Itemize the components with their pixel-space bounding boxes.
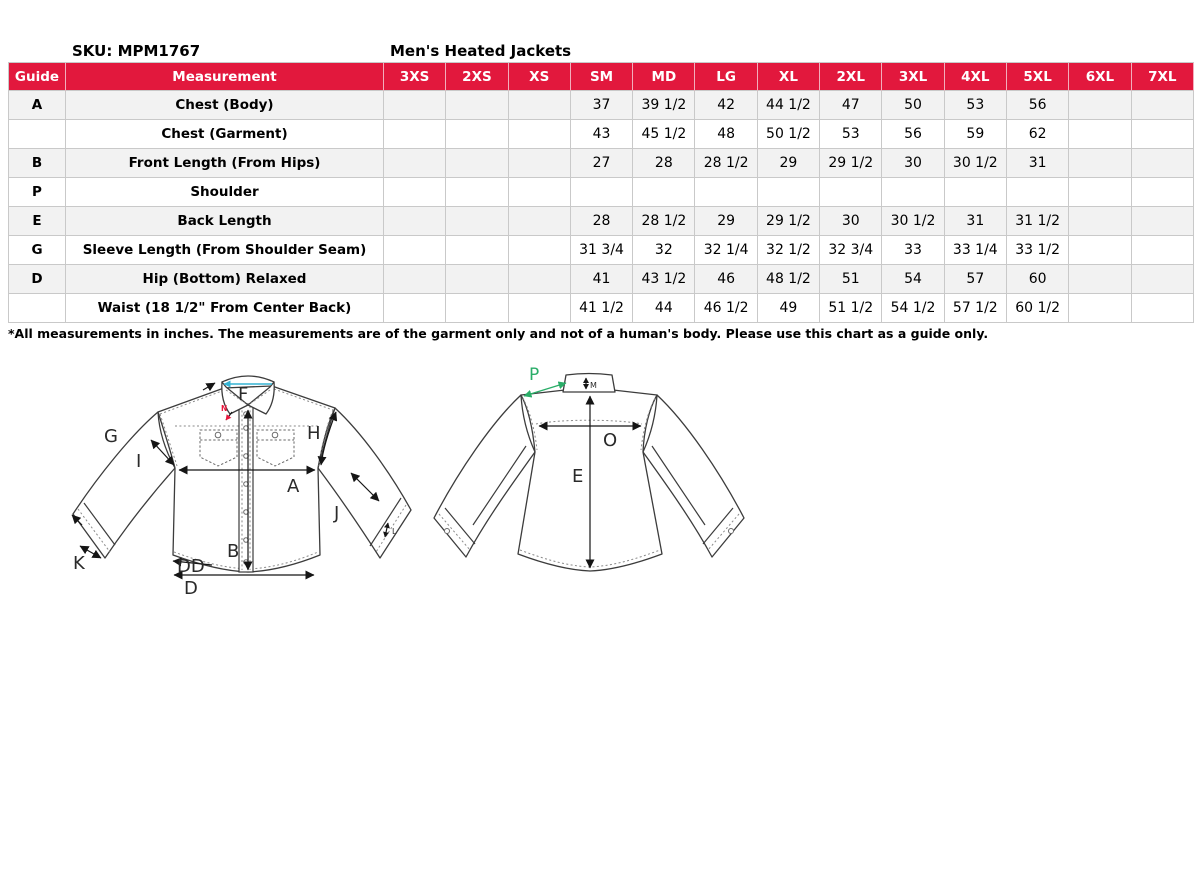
value-cell: 50 — [882, 91, 944, 120]
value-cell — [384, 294, 446, 323]
value-cell: 32 1/2 — [758, 236, 820, 265]
label-G: G — [104, 426, 118, 447]
label-K: K — [73, 553, 85, 574]
value-cell — [446, 236, 508, 265]
value-cell — [1132, 236, 1194, 265]
column-header-lg: LG — [695, 63, 757, 91]
label-N: N — [221, 404, 228, 413]
measurement-cell: Shoulder — [66, 178, 384, 207]
value-cell: 43 — [571, 120, 633, 149]
value-cell: 32 3/4 — [820, 236, 882, 265]
table-row — [9, 265, 1194, 294]
guide-cell — [9, 120, 66, 149]
value-cell: 59 — [945, 120, 1007, 149]
label-M: M — [590, 381, 597, 390]
value-cell — [1007, 178, 1069, 207]
value-cell — [384, 178, 446, 207]
guide-cell: D — [9, 265, 66, 294]
column-header-6xl: 6XL — [1069, 63, 1131, 91]
front-placket — [239, 404, 253, 572]
value-cell: 56 — [882, 120, 944, 149]
size-chart-header — [9, 63, 1194, 91]
value-cell: 30 — [820, 207, 882, 236]
value-cell: 44 — [633, 294, 695, 323]
value-cell — [446, 207, 508, 236]
value-cell: 57 — [945, 265, 1007, 294]
table-row — [9, 207, 1194, 236]
value-cell — [633, 178, 695, 207]
label-H: H — [307, 423, 321, 444]
value-cell: 47 — [820, 91, 882, 120]
column-header-2xs: 2XS — [446, 63, 508, 91]
value-cell — [384, 120, 446, 149]
value-cell — [509, 236, 571, 265]
value-cell: 28 1/2 — [695, 149, 757, 178]
value-cell: 53 — [820, 120, 882, 149]
value-cell — [820, 178, 882, 207]
label-P: P — [529, 365, 540, 385]
product-title: Men's Heated Jackets — [390, 42, 572, 60]
label-B: B — [227, 541, 240, 562]
guide-cell: P — [9, 178, 66, 207]
value-cell: 30 — [882, 149, 944, 178]
value-cell — [1069, 120, 1131, 149]
value-cell — [446, 120, 508, 149]
value-cell: 33 — [882, 236, 944, 265]
value-cell — [1132, 207, 1194, 236]
value-cell — [1069, 236, 1131, 265]
column-header-guide: Guide — [9, 63, 66, 91]
value-cell — [1132, 120, 1194, 149]
guide-cell: B — [9, 149, 66, 178]
value-cell: 51 — [820, 265, 882, 294]
label-J: J — [334, 503, 340, 524]
value-cell — [509, 91, 571, 120]
value-cell — [1069, 149, 1131, 178]
guide-cell: E — [9, 207, 66, 236]
value-cell — [384, 91, 446, 120]
value-cell: 56 — [1007, 91, 1069, 120]
table-row — [9, 236, 1194, 265]
value-cell: 31 — [945, 207, 1007, 236]
value-cell — [446, 91, 508, 120]
table-row — [9, 149, 1194, 178]
column-header-xl: XL — [758, 63, 820, 91]
value-cell: 29 1/2 — [820, 149, 882, 178]
measurement-cell: Waist (18 1/2" From Center Back) — [66, 294, 384, 323]
size-chart-table — [8, 62, 1194, 323]
value-cell: 60 1/2 — [1007, 294, 1069, 323]
guide-cell — [9, 294, 66, 323]
value-cell: 41 1/2 — [571, 294, 633, 323]
value-cell: 43 1/2 — [633, 265, 695, 294]
guide-cell: G — [9, 236, 66, 265]
value-cell — [1132, 265, 1194, 294]
value-cell — [384, 265, 446, 294]
front-right-sleeve — [318, 408, 411, 558]
label-D: D — [184, 578, 198, 599]
value-cell: 28 1/2 — [633, 207, 695, 236]
column-header-4xl: 4XL — [945, 63, 1007, 91]
label-O: O — [603, 430, 618, 451]
value-cell: 31 3/4 — [571, 236, 633, 265]
value-cell — [1069, 91, 1131, 120]
value-cell — [509, 294, 571, 323]
value-cell: 32 1/4 — [695, 236, 757, 265]
value-cell: 45 1/2 — [633, 120, 695, 149]
value-cell — [882, 178, 944, 207]
value-cell: 31 1/2 — [1007, 207, 1069, 236]
value-cell: 39 1/2 — [633, 91, 695, 120]
value-cell — [571, 178, 633, 207]
jacket-front-diagram — [60, 362, 420, 612]
measurement-cell: Back Length — [66, 207, 384, 236]
value-cell: 50 1/2 — [758, 120, 820, 149]
value-cell — [1069, 178, 1131, 207]
value-cell: 37 — [571, 91, 633, 120]
value-cell: 53 — [945, 91, 1007, 120]
value-cell: 54 — [882, 265, 944, 294]
column-header-7xl: 7XL — [1132, 63, 1194, 91]
value-cell: 51 1/2 — [820, 294, 882, 323]
value-cell — [509, 178, 571, 207]
value-cell: 48 — [695, 120, 757, 149]
value-cell: 29 1/2 — [758, 207, 820, 236]
measurement-cell: Front Length (From Hips) — [66, 149, 384, 178]
column-header-xs: XS — [509, 63, 571, 91]
measurement-cell: Hip (Bottom) Relaxed — [66, 265, 384, 294]
value-cell: 30 1/2 — [945, 149, 1007, 178]
measurement-cell: Chest (Garment) — [66, 120, 384, 149]
value-cell — [384, 149, 446, 178]
value-cell: 28 — [633, 149, 695, 178]
value-cell: 29 — [758, 149, 820, 178]
value-cell: 48 1/2 — [758, 265, 820, 294]
value-cell: 46 — [695, 265, 757, 294]
value-cell: 42 — [695, 91, 757, 120]
value-cell: 57 1/2 — [945, 294, 1007, 323]
column-header-md: MD — [633, 63, 695, 91]
value-cell — [1132, 149, 1194, 178]
value-cell: 32 — [633, 236, 695, 265]
front-left-sleeve — [73, 412, 175, 558]
value-cell — [1069, 265, 1131, 294]
column-header-2xl: 2XL — [820, 63, 882, 91]
value-cell: 27 — [571, 149, 633, 178]
value-cell: 31 — [1007, 149, 1069, 178]
value-cell: 49 — [758, 294, 820, 323]
label-E: E — [572, 466, 584, 487]
value-cell: 30 1/2 — [882, 207, 944, 236]
value-cell — [509, 149, 571, 178]
value-cell — [758, 178, 820, 207]
label-DD: DD — [177, 556, 205, 577]
value-cell: 33 1/4 — [945, 236, 1007, 265]
column-header-sm: SM — [571, 63, 633, 91]
size-chart-body — [9, 91, 1194, 323]
guide-cell: A — [9, 91, 66, 120]
sku-label: SKU: MPM1767 — [72, 42, 201, 60]
value-cell — [1132, 178, 1194, 207]
value-cell — [446, 178, 508, 207]
value-cell: 60 — [1007, 265, 1069, 294]
table-row — [9, 120, 1194, 149]
table-row — [9, 178, 1194, 207]
value-cell: 41 — [571, 265, 633, 294]
footnote: *All measurements in inches. The measurements are of the garment only and not of a human's body. Please use this chart as a guide only. — [8, 326, 989, 341]
value-cell: 33 1/2 — [1007, 236, 1069, 265]
value-cell — [446, 265, 508, 294]
value-cell — [945, 178, 1007, 207]
measurement-cell: Chest (Body) — [66, 91, 384, 120]
value-cell — [384, 207, 446, 236]
value-cell — [509, 265, 571, 294]
measurement-cell: Sleeve Length (From Shoulder Seam) — [66, 236, 384, 265]
measure-arrow-G-top — [203, 383, 215, 390]
value-cell — [446, 294, 508, 323]
value-cell: 46 1/2 — [695, 294, 757, 323]
value-cell: 54 1/2 — [882, 294, 944, 323]
column-header-measurement: Measurement — [66, 63, 384, 91]
value-cell — [1132, 294, 1194, 323]
value-cell — [695, 178, 757, 207]
value-cell — [509, 120, 571, 149]
value-cell — [384, 236, 446, 265]
value-cell: 44 1/2 — [758, 91, 820, 120]
value-cell: 62 — [1007, 120, 1069, 149]
value-cell — [1132, 91, 1194, 120]
label-I: I — [136, 451, 142, 472]
jacket-back-diagram — [420, 362, 780, 652]
column-header-3xl: 3XL — [882, 63, 944, 91]
table-row — [9, 91, 1194, 120]
value-cell — [446, 149, 508, 178]
column-header-3xs: 3XS — [384, 63, 446, 91]
label-L: L — [392, 527, 397, 536]
value-cell — [1069, 294, 1131, 323]
value-cell — [1069, 207, 1131, 236]
table-row — [9, 294, 1194, 323]
label-F: F — [238, 384, 249, 405]
value-cell — [509, 207, 571, 236]
label-A: A — [287, 476, 300, 497]
value-cell: 29 — [695, 207, 757, 236]
value-cell: 28 — [571, 207, 633, 236]
back-left-sleeve — [434, 395, 535, 557]
column-header-5xl: 5XL — [1007, 63, 1069, 91]
back-collar — [563, 374, 615, 393]
